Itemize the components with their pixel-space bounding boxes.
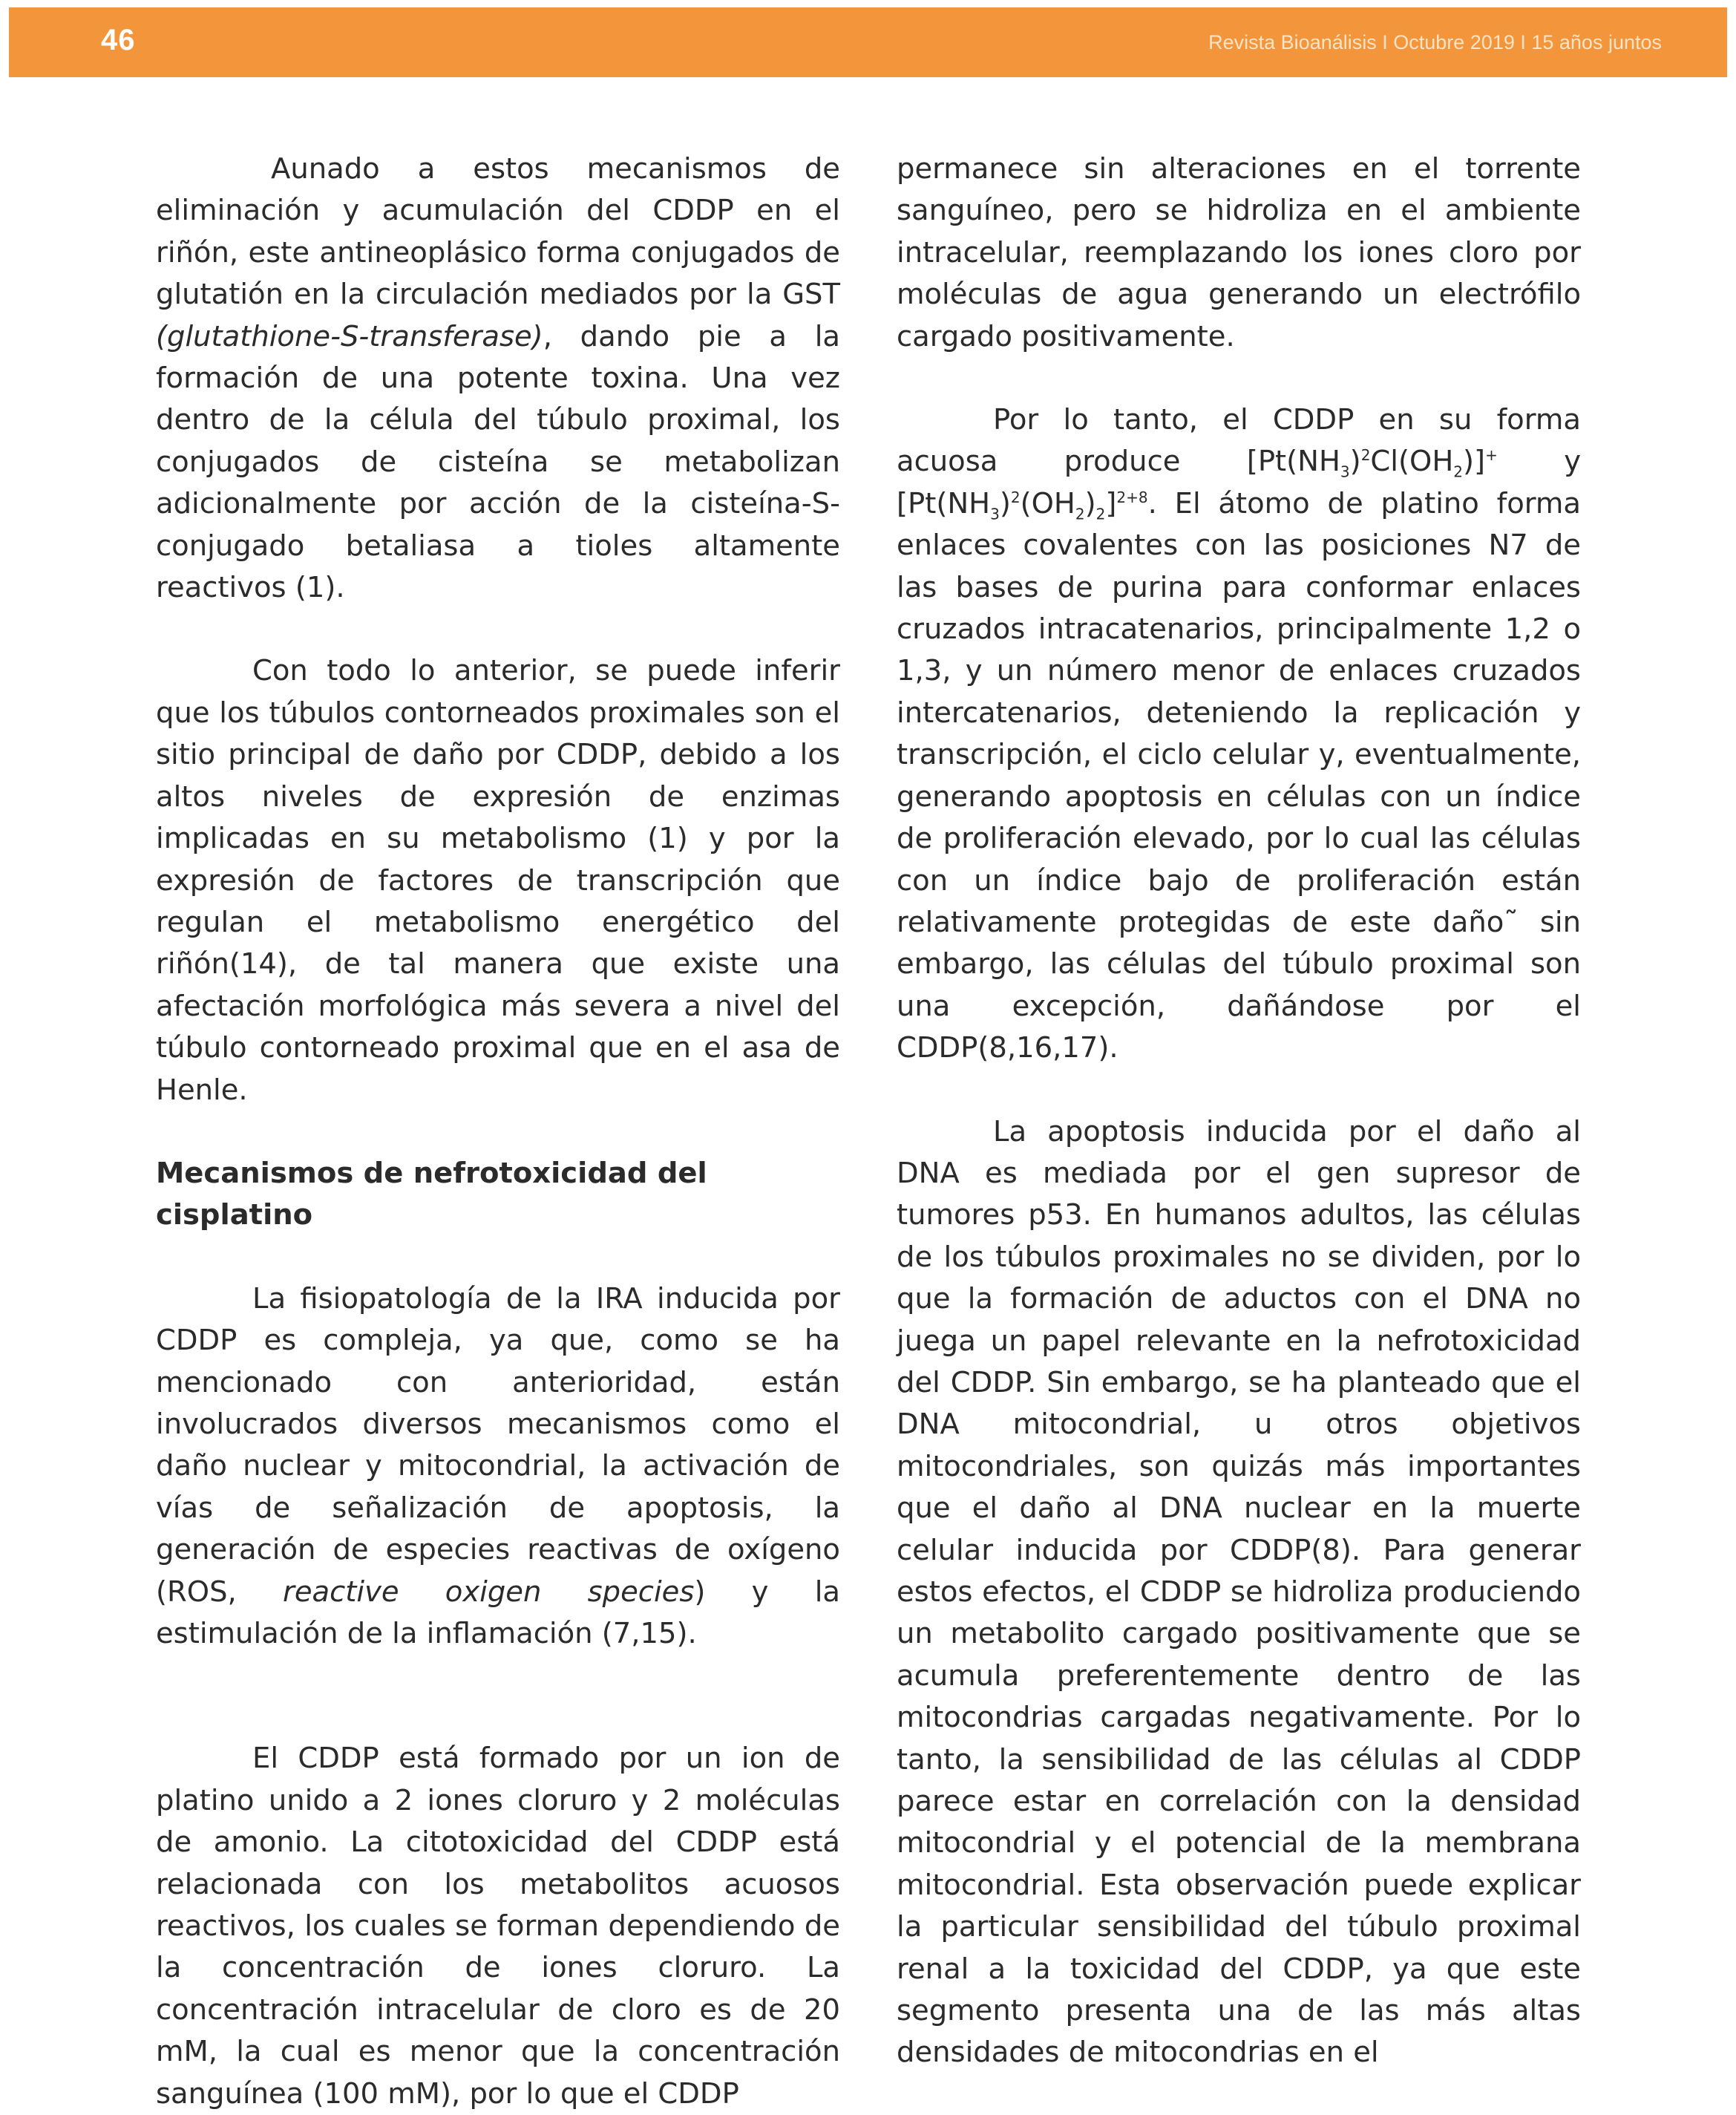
paragraph-glutathione: Aunado a estos mecanismos de eliminación y acumulación del CDDP en el riñón, este antineoplásico forma conjugados de glutatión en la circulación mediados por la GST (glutathione-S-transferase), dando pie a la formación de una potente toxina. Una vez dentro de la célula del túbulo proximal, los conjugados de cisteína se metabolizan adicionalmente por acción de la cisteína-S-conjugado betaliasa a tioles altamente reactivos (1).: [156, 152, 840, 605]
italic-term: (glutathione-S-transferase): [156, 319, 543, 353]
paragraph-aqueous-form: Por lo tanto, el CDDP en su forma acuosa produce $[Pt(NH_3)^2Cl(OH_2)]^+$ y $[Pt(NH_3)^2(OH_2)_2]^{2+8}$. El átomo de platino forma enlaces covalentes con las posiciones N7 de las bases de purina para conformar enlaces cruzados intracatenarios, principalmente 1,2 o 1,3, y un número menor de enlaces cruzados intercatenarios, deteniendo la replicación y transcripción, el ciclo celular y, eventualmente, generando apoptosis en células con un índice de proliferación elevado, por lo cual las células con un índice bajo de proliferación están relativamente protegidas de este daño˜ sin embargo, las células del túbulo proximal son una excepción, dañándose por el CDDP(8,16,17).: [897, 403, 1581, 1065]
page-number: 46: [101, 24, 136, 56]
chemical-formula-1: $[Pt(NH_3)^2Cl(OH_2)]^+$: [1246, 445, 1498, 482]
page-header-bar: [9, 7, 1727, 77]
paragraph-proximal-tubules: Con todo lo anterior, se puede inferir que los túbulos contorneados proximales son el sitio principal de daño por CDDP, debido a los altos niveles de expresión de enzimas implicadas en su metabolismo (1) y por la expresión de factores de transcripción que regulan el metabolismo energético del riñón(14), de tal manera que existe una afectación morfológica más severa a nivel del túbulo contorneado proximal que en el asa de Henle.: [156, 654, 840, 1107]
paragraph-physiopathology: La fisiopatología de la IRA inducida por CDDP es compleja, ya que, como se ha mencionado con anterioridad, están involucrados diversos mecanismos como el daño nuclear y mitocondrial, la activación de vías de señalización de apoptosis, la generación de especies reactivas de oxígeno (ROS, reactive oxigen species) y la estimulación de la inflamación (7,15).: [156, 1281, 840, 1650]
right-column: [897, 148, 1581, 2074]
running-title: Revista Bioanálisis I Octubre 2019 I 15 años juntos: [1208, 31, 1662, 53]
left-column: [156, 148, 840, 2115]
italic-term: reactive oxigen species: [283, 1575, 695, 1609]
paragraph-hydrolysis: permanece sin alteraciones en el torrente sanguíneo, pero se hidroliza en el ambiente intracelular, reemplazando los iones cloro por moléculas de agua generando un electrófilo cargado positivamente.: [897, 152, 1581, 353]
chemical-formula-2: $[Pt(NH_3)^2(OH_2)_2]^{2+8}$: [897, 486, 1148, 523]
section-heading: Mecanismos de nefrotoxicidad del cisplatino: [156, 1156, 707, 1232]
paragraph-apoptosis-dna: La apoptosis inducida por el daño al DNA es mediada por el gen supresor de tumores p53. En humanos adultos, las células de los túbulos proximales no se dividen, por lo que la formación de aductos con el DNA no juega un papel relevante en la nefrotoxicidad del CDDP. Sin embargo, se ha planteado que el DNA mitocondrial, u otros objetivos mitocondriales, son quizás más importantes que el daño al DNA nuclear en la muerte celular inducida por CDDP(8). Para generar estos efectos, el CDDP se hidroliza produciendo un metabolito cargado positivamente que se acumula preferentemente dentro de las mitocondrias cargadas negativamente. Por lo tanto, la sensibilidad de las células al CDDP parece estar en correlación con la densidad mitocondrial y el potencial de la membrana mitocondrial. Esta observación puede explicar la particular sensibilidad del túbulo proximal renal a la toxicidad del CDDP, ya que este segmento presenta una de las más altas densidades de mitocondrias en el: [897, 1114, 1581, 2070]
paragraph-cddp-structure: El CDDP está formado por un ion de platino unido a 2 iones cloruro y 2 moléculas de amonio. La citotoxicidad del CDDP está relacionada con los metabolitos acuosos reactivos, los cuales se forman dependiendo de la concentración de iones cloruro. La concentración intracelular de cloro es de 20 mM, la cual es menor que la concentración sanguínea (100 mM), por lo que el CDDP: [156, 1742, 840, 2111]
